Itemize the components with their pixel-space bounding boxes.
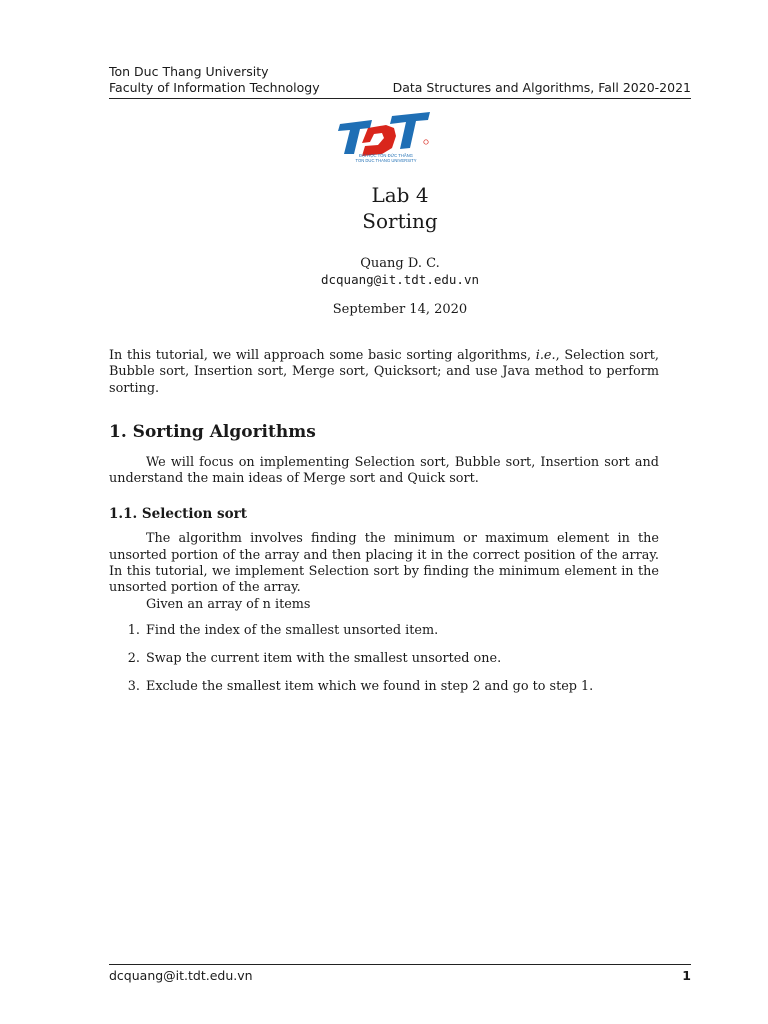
- lab-title: Sorting: [362, 209, 438, 233]
- subsection-heading: 1.1. Selection sort: [109, 506, 247, 523]
- tdt-university-logo: [334, 108, 434, 164]
- given-line: Given an array of n items: [146, 596, 311, 612]
- header-rule: [109, 98, 691, 99]
- section-intro: We will focus on implementing Selection sort, Bubble sort, Insertion sort and understand the main ideas of Merge sort and Quick sort.: [109, 454, 659, 487]
- lab-number: Lab 4: [371, 183, 429, 207]
- header-course: Data Structures and Algorithms, Fall 2020-2021: [392, 80, 691, 95]
- steps-list: [109, 623, 659, 695]
- list-item: 1. Find the index of the smallest unsorted item.: [144, 623, 659, 639]
- document-body: [109, 348, 659, 706]
- document-date: September 14, 2020: [332, 302, 468, 317]
- header-faculty: Faculty of Information Technology: [109, 80, 320, 95]
- section-heading: 1. Sorting Algorithms: [109, 421, 316, 442]
- author-name: Quang D. C.: [360, 256, 440, 271]
- list-item: 3. Exclude the smallest item which we found in step 2 and go to step 1.: [144, 679, 659, 695]
- abstract-ie: i.e.: [535, 348, 556, 363]
- author-email: dcquang@it.tdt.edu.vn: [320, 272, 480, 287]
- footer-rule: [109, 964, 691, 965]
- title-block: [109, 182, 691, 318]
- abstract-paragraph: [109, 348, 659, 397]
- abstract-text-end: , Selection sort, Bubble sort, Insertion sort, Merge sort, Quicksort; and use Java method to perform sorting.: [109, 348, 659, 396]
- abstract-text-start: In this tutorial, we will approach some basic sorting algorithms,: [109, 348, 536, 363]
- list-item: 2. Swap the current item with the smallest unsorted one.: [144, 651, 659, 667]
- header-university: Ton Duc Thang University: [109, 64, 269, 79]
- logo-subtitle-en: TON DUC THANG UNIVERSITY: [355, 158, 417, 163]
- page-number: 1: [682, 968, 691, 983]
- logo-subtitle-vn: ĐẠI HỌC TÔN ĐỨC THẮNG: [359, 153, 413, 158]
- selection-sort-paragraph: The algorithm involves finding the minimum or maximum element in the unsorted portion of the array and then placing it in the correct position of the array. In this tutorial, we implement Selection sort by finding the minimum element in the unsorted portion of the array.: [109, 531, 659, 596]
- header-left: [109, 64, 320, 96]
- footer-email: dcquang@it.tdt.edu.vn: [109, 968, 253, 983]
